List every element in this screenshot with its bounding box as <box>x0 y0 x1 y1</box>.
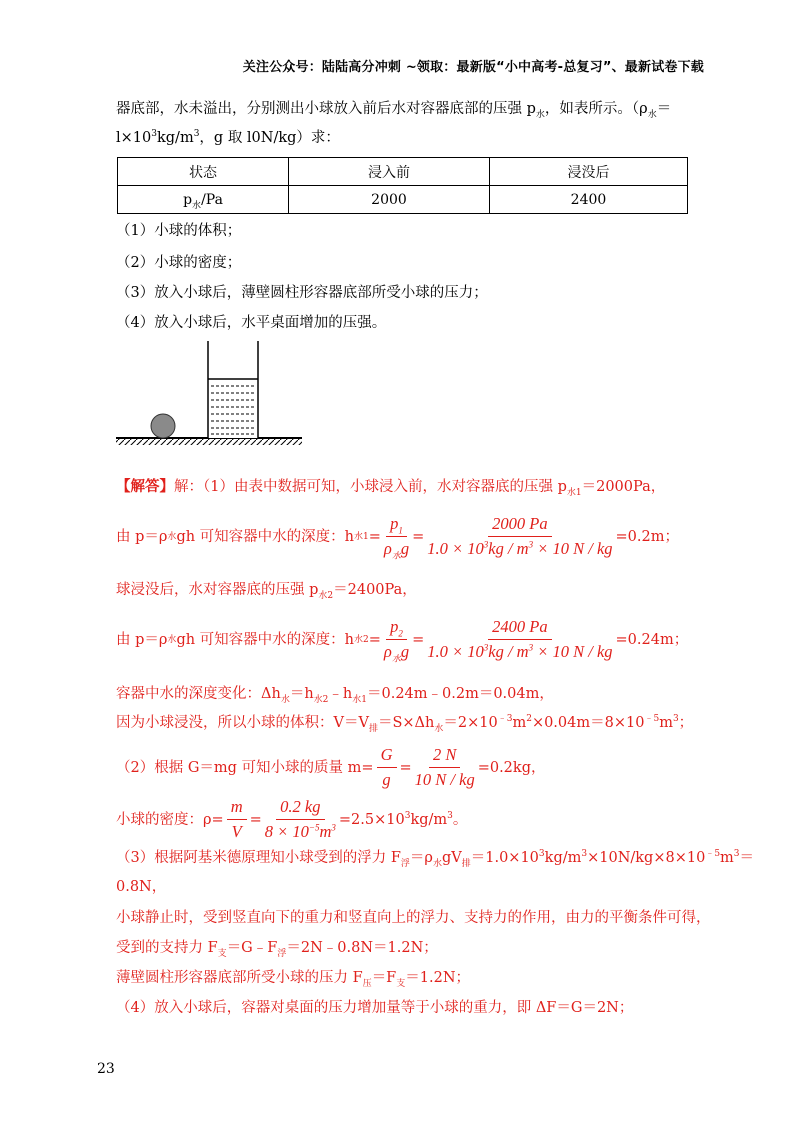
fraction-G-over-g: $\frac{G}{g}$ <box>377 745 397 790</box>
question-4: （4）放入小球后，水平桌面增加的压强。 <box>116 315 387 331</box>
solution-line-13: 薄壁圆柱形容器底部所受小球的压力 $F_压=F_支=1.2N$； <box>116 970 471 989</box>
fraction-m-over-V: $\frac{m}{V}$ <box>227 797 247 842</box>
solution-line-1: 【解答】解：（1）由表中数据可知，小球浸入前，水对容器底的压强 $p_{水1}=2000Pa$， <box>116 478 666 498</box>
page-number: 23 <box>97 1061 115 1077</box>
solution-line-2: 由 p＝ρ 水 gh 可知容器中水的深度：h 水1 = $\frac{p_1}{\rho_水g}$ = $\frac{2000 Pa}{1.0 \times 10^3kg / m^3 \times 10 N / kg}$ =0.2m； <box>116 514 679 561</box>
fraction-2N-over-10Nkg: $\frac{2 N}{10 N / kg}$ <box>414 745 475 789</box>
solution-line-7: （2）根据 G＝mg 可知小球的质量 m= $\frac{G}{g}$ = $\frac{2 N}{10 N / kg}$ =0.2kg， <box>116 745 546 789</box>
solution-line-9: （3）根据阿基米德原理知小球受到的浮力 $F_浮=\rho_水gV_排=1.0\times 10^3kg/m^3\times 10N/kg\times 8\times 10^{﹣5}m^3=$ <box>116 849 755 869</box>
intro-line-1: 器底部，水未溢出，分别测出小球放入前后水对容器底部的压强 $p_水$，如表所示。（$\rho_水=$ <box>116 101 672 120</box>
table-header-cell: 浸入前 <box>289 158 490 186</box>
solution-line-4: 由 p＝ρ 水 gh 可知容器中水的深度：h 水2 = $\frac{p_2}{\rho_水g}$ = $\frac{2400 Pa}{1.0 \times 10^3kg / m^3 \times 10 N / kg}$ =0.24m； <box>116 617 689 664</box>
intro-line-2: $l\times 10^3kg/m^3$，g 取 l0N/kg）求： <box>116 129 340 146</box>
table-row-label: $p_水/Pa$ <box>118 186 289 214</box>
fraction-p2-over-rho-g: $\frac{p_2}{\rho_水g}$ <box>383 617 410 664</box>
table-surface <box>116 438 302 445</box>
table-cell: 2400 <box>490 186 688 214</box>
fraction-2000-over-rho-g: $\frac{2000 Pa}{1.0 \times 10^3kg / m^3 \times 10 N / kg}$ <box>427 514 613 558</box>
table-cell: 2000 <box>289 186 490 214</box>
table-header-cell: 浸没后 <box>490 158 688 186</box>
table-row <box>118 186 688 214</box>
solution-line-11: 小球静止时，受到竖直向下的重力和竖直向上的浮力、支持力的作用，由力的平衡条件可得， <box>116 910 711 926</box>
page-header: 关注公众号：陆陆高分冲刺 ~领取：最新版“小中高考-总复习”、最新试卷下载 <box>242 60 704 75</box>
fraction-p1-over-rho-g: $\frac{p_1}{\rho_水g}$ <box>383 514 410 561</box>
solution-line-10: 0.8N， <box>116 879 167 895</box>
fraction-2400-over-rho-g: $\frac{2400 Pa}{1.0 \times 10^3kg / m^3 \times 10 N / kg}$ <box>427 617 613 661</box>
solution-line-12: 受到的支持力 $F_支=G﹣F_浮=2N﹣0.8N=1.2N$； <box>116 940 438 959</box>
ball-and-container-diagram <box>112 338 312 450</box>
table-header-row <box>118 158 688 186</box>
fraction-mass-over-volume: $\frac{0.2 kg}{8 \times 10^{-5}m^3}$ <box>264 797 336 841</box>
solution-line-14: （4）放入小球后，容器对桌面的压力增加量等于小球的重力，即 ΔF＝G＝2N； <box>116 1000 634 1016</box>
table-header-cell: 状态 <box>118 158 289 186</box>
solution-line-5: 容器中水的深度变化：$\Delta h_水=h_{水2}﹣h_{水1}=0.24m﹣0.2m=0.04m$， <box>116 686 554 705</box>
solution-line-3: 球浸没后，水对容器底的压强 $p_{水2}=2400Pa$， <box>116 582 417 601</box>
solution-line-6: 因为小球浸没，所以小球的体积：$V=V_排=S\times\Delta h_水=2\times 10^{﹣3}m^2\times 0.04m=8\times 10^{﹣5}m^3$； <box>116 714 694 734</box>
ball <box>151 414 175 438</box>
solution-line-8: 小球的密度：ρ= $\frac{m}{V}$ = $\frac{0.2 kg}{8 \times 10^{-5}m^3}$ $=2.5\times 10^3kg/m^3$。 <box>116 797 468 841</box>
question-1: （1）小球的体积； <box>116 223 242 239</box>
question-2: （2）小球的密度； <box>116 255 242 271</box>
pressure-table <box>117 157 688 214</box>
question-3: （3）放入小球后，薄壁圆柱形容器底部所受小球的压力； <box>116 285 488 301</box>
water-in-container <box>208 379 258 438</box>
